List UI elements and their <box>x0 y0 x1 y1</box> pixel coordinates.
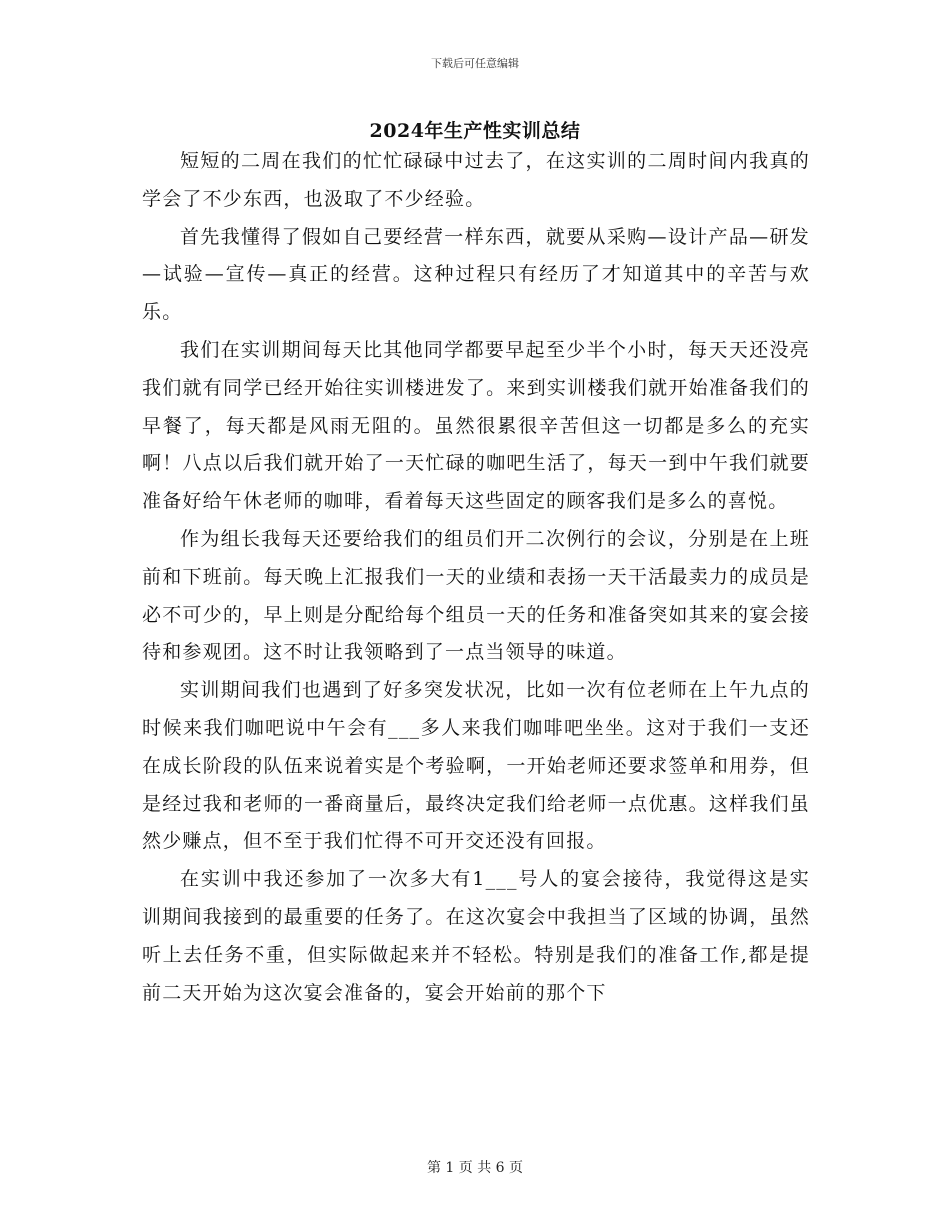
page-number-footer: 第 1 页 共 6 页 <box>426 1160 524 1176</box>
paragraph: 首先我懂得了假如自己要经营一样东西，就要从采购—设计产品—研发—试验—宣传—真正的经营。这种过程只有经历了才知道其中的辛苦与欢乐。 <box>142 225 810 324</box>
paragraph: 在实训中我还参加了一次多大有1___号人的宴会接待，我觉得这是实训期间我接到的最重要的任务了。在这次宴会中我担当了区域的协调，虽然听上去任务不重，但实际做起来并不轻松。特别是我们的准备工作,都是提前二天开始为这次宴会准备的，宴会开始前的那个下 <box>142 868 810 1004</box>
paragraph: 我们在实训期间每天比其他同学都要早起至少半个小时，每天天还没亮我们就有同学已经开始往实训楼进发了。来到实训楼我们就开始准备我们的早餐了，每天都是风雨无阻的。虽然很累很辛苦但这一切都是多么的充实啊！八点以后我们就开始了一天忙碌的咖吧生活了，每天一到中午我们就要准备好给午休老师的咖啡，看着每天这些固定的顾客我们是多么的喜悦。 <box>142 338 810 513</box>
paragraph: 作为组长我每天还要给我们的组员们开二次例行的会议，分别是在上班前和下班前。每天晚上汇报我们一天的业绩和表扬一天干活最卖力的成员是必不可少的，早上则是分配给每个组员一天的任务和准备突如其来的宴会接待和参观团。这不时让我领略到了一点当领导的味道。 <box>142 527 810 664</box>
page-header-note: 下载后可任意编辑 <box>431 57 519 70</box>
paragraph: 实训期间我们也遇到了好多突发状况，比如一次有位老师在上午九点的时候来我们咖吧说中午会有___多人来我们咖啡吧坐坐。这对于我们一支还在成长阶段的队伍来说着实是个考验啊，一开始老师还要求签单和用券，但是经过我和老师的一番商量后，最终决定我们给老师一点优惠。这样我们虽然少赚点，但不至于我们忙得不可开交还没有回报。 <box>142 679 810 853</box>
paragraph: 短短的二周在我们的忙忙碌碌中过去了，在这实训的二周时间内我真的学会了不少东西，也汲取了不少经验。 <box>142 150 810 210</box>
document-title: 2024年生产性实训总结 <box>369 120 581 142</box>
document-body <box>142 143 810 1012</box>
